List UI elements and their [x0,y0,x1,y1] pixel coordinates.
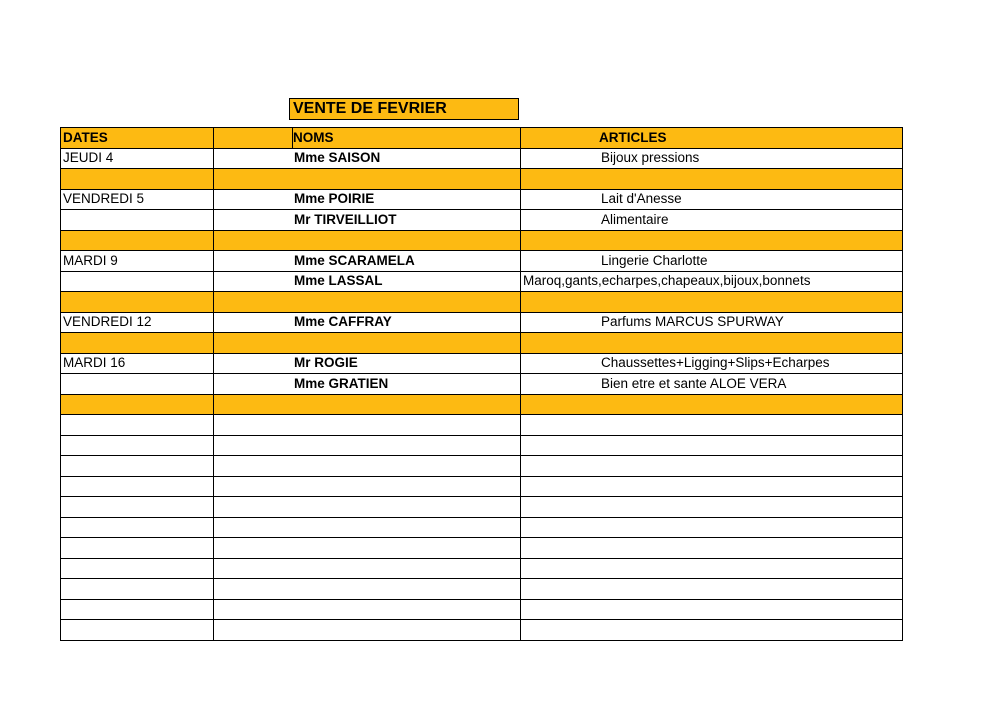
empty-cell[interactable] [214,620,521,641]
header-cell-divider [292,128,293,148]
date-cell[interactable] [61,210,214,231]
separator-cell[interactable] [521,394,903,415]
empty-row [61,456,903,477]
table-row [61,189,903,210]
table-row [61,251,903,272]
article-cell[interactable]: Lingerie Charlotte [521,251,903,272]
empty-cell[interactable] [61,415,214,436]
table-row [61,353,903,374]
date-cell[interactable]: VENDREDI 12 [61,312,214,333]
separator-cell[interactable] [521,230,903,251]
sheet-title: VENTE DE FEVRIER [289,98,519,120]
separator-cell[interactable] [214,394,521,415]
empty-row [61,517,903,538]
table-row [61,271,903,292]
name-cell[interactable]: Mr ROGIE [214,353,521,374]
empty-cell[interactable] [521,599,903,620]
article-cell[interactable]: Bijoux pressions [521,148,903,169]
empty-cell[interactable] [214,435,521,456]
article-cell[interactable]: Alimentaire [521,210,903,231]
article-cell[interactable]: Maroq,gants,echarpes,chapeaux,bijoux,bonnets [521,271,903,292]
name-cell[interactable]: Mme GRATIEN [214,374,521,395]
empty-cell[interactable] [214,579,521,600]
table-row [61,312,903,333]
empty-cell[interactable] [61,620,214,641]
empty-cell[interactable] [61,538,214,559]
separator-cell[interactable] [214,169,521,190]
article-cell[interactable]: Lait d'Anesse [521,189,903,210]
separator-cell[interactable] [61,292,214,313]
header-noms-label: NOMS [293,129,334,145]
name-cell[interactable]: Mme CAFFRAY [214,312,521,333]
header-noms [214,128,521,149]
separator-cell[interactable] [61,169,214,190]
empty-row [61,476,903,497]
separator-cell[interactable] [61,333,214,354]
empty-cell[interactable] [521,476,903,497]
separator-cell[interactable] [61,230,214,251]
empty-cell[interactable] [521,435,903,456]
empty-cell[interactable] [61,435,214,456]
empty-row [61,599,903,620]
sales-table [60,127,903,641]
article-cell[interactable]: Chaussettes+Ligging+Slips+Echarpes [521,353,903,374]
empty-cell[interactable] [521,579,903,600]
date-cell[interactable]: MARDI 9 [61,251,214,272]
empty-cell[interactable] [61,456,214,477]
article-cell[interactable]: Parfums MARCUS SPURWAY [521,312,903,333]
empty-cell[interactable] [61,599,214,620]
empty-cell[interactable] [214,558,521,579]
article-cell[interactable]: Bien etre et sante ALOE VERA [521,374,903,395]
separator-cell[interactable] [214,333,521,354]
name-cell[interactable]: Mme SAISON [214,148,521,169]
separator-cell[interactable] [521,292,903,313]
date-cell[interactable] [61,271,214,292]
empty-row [61,538,903,559]
separator-row [61,169,903,190]
name-cell[interactable]: Mme SCARAMELA [214,251,521,272]
empty-row [61,620,903,641]
empty-cell[interactable] [61,517,214,538]
separator-cell[interactable] [521,333,903,354]
separator-cell[interactable] [214,230,521,251]
empty-row [61,435,903,456]
table-row [61,374,903,395]
name-cell[interactable]: Mme LASSAL [214,271,521,292]
separator-row [61,292,903,313]
table-header-row [61,128,903,149]
name-cell[interactable]: Mr TIRVEILLIOT [214,210,521,231]
empty-row [61,558,903,579]
empty-row [61,497,903,518]
date-cell[interactable]: MARDI 16 [61,353,214,374]
empty-row [61,415,903,436]
empty-cell[interactable] [521,558,903,579]
header-articles: ARTICLES [521,128,903,149]
separator-cell[interactable] [521,169,903,190]
name-cell[interactable]: Mme POIRIE [214,189,521,210]
empty-cell[interactable] [521,456,903,477]
header-dates: DATES [61,128,214,149]
empty-cell[interactable] [214,415,521,436]
empty-cell[interactable] [214,456,521,477]
separator-cell[interactable] [214,292,521,313]
table-row [61,210,903,231]
empty-cell[interactable] [521,517,903,538]
date-cell[interactable] [61,374,214,395]
empty-cell[interactable] [521,415,903,436]
date-cell[interactable]: VENDREDI 5 [61,189,214,210]
empty-cell[interactable] [61,579,214,600]
empty-cell[interactable] [214,497,521,518]
empty-cell[interactable] [61,476,214,497]
empty-cell[interactable] [521,620,903,641]
separator-row [61,333,903,354]
empty-cell[interactable] [521,497,903,518]
empty-cell[interactable] [61,497,214,518]
separator-cell[interactable] [61,394,214,415]
empty-cell[interactable] [521,538,903,559]
separator-row [61,394,903,415]
empty-cell[interactable] [214,476,521,497]
empty-cell[interactable] [61,558,214,579]
table-row [61,148,903,169]
empty-cell[interactable] [214,538,521,559]
empty-row [61,579,903,600]
date-cell[interactable]: JEUDI 4 [61,148,214,169]
separator-row [61,230,903,251]
empty-cell[interactable] [214,599,521,620]
empty-cell[interactable] [214,517,521,538]
